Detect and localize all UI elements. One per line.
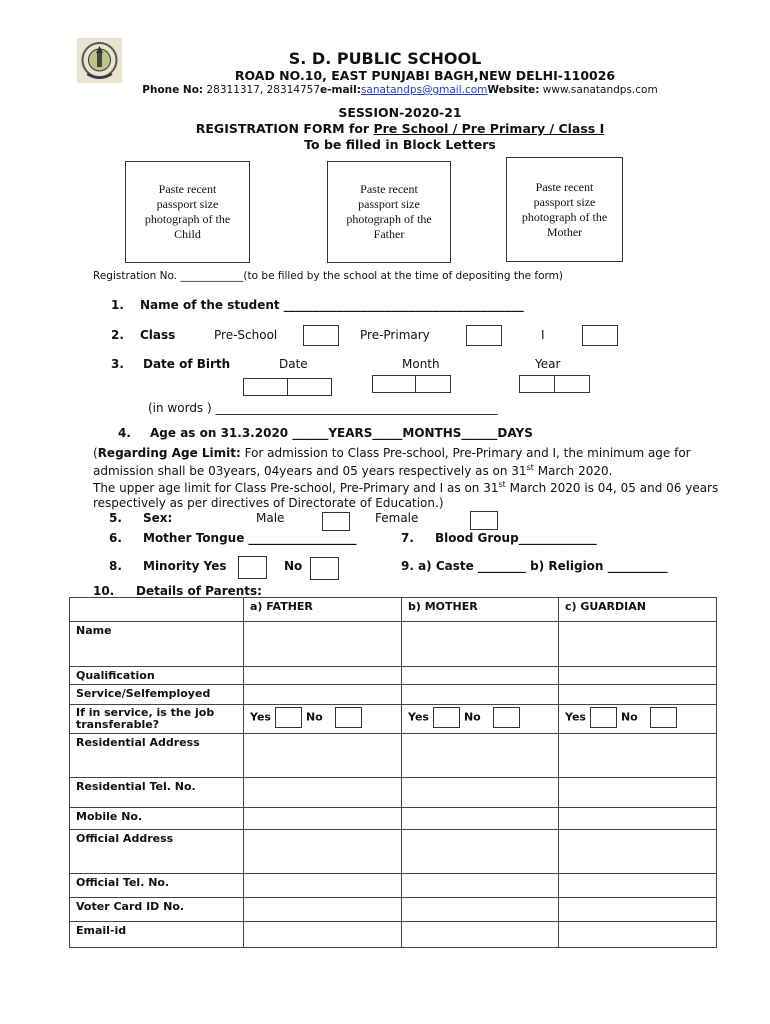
table-row <box>70 734 717 778</box>
mother-no-label: No <box>463 710 481 724</box>
guardian-no-label: No <box>620 710 638 724</box>
father-mobile-cell[interactable] <box>244 808 402 830</box>
table-header-father: a) FATHER <box>244 598 402 622</box>
sex-male-label: Male <box>256 511 285 525</box>
age-limit-text-1: For admission to Class Pre-school, Pre-Primary and I, the minimum age for <box>240 446 691 460</box>
age-limit-heading: Regarding Age Limit: <box>97 446 241 460</box>
row-label-mobile: Mobile No. <box>70 808 244 830</box>
guardian-transferable-cell <box>559 705 717 734</box>
table-row <box>70 778 717 808</box>
age-limit-note <box>93 446 723 510</box>
session-title: SESSION-2020-21 <box>338 105 462 120</box>
field-4-number: 4. <box>118 426 131 440</box>
table-row <box>70 874 717 898</box>
father-residential-tel-cell[interactable] <box>244 778 402 808</box>
guardian-yes-checkbox[interactable] <box>590 707 617 728</box>
dob-year-digit-1[interactable] <box>519 375 555 393</box>
field-10-number: 10. <box>93 584 115 598</box>
field-2-number: 2. <box>111 328 124 342</box>
class-option-preprimary-label: Pre-Primary <box>360 328 430 342</box>
email-label: e-mail: <box>320 84 361 96</box>
website-label: Website: <box>487 84 540 96</box>
table-row <box>70 685 717 705</box>
mother-address-cell[interactable] <box>402 734 559 778</box>
blood-group-field[interactable]: Blood Group_____________ <box>435 531 597 545</box>
class-i-checkbox[interactable] <box>582 325 618 346</box>
father-yes-checkbox[interactable] <box>275 707 302 728</box>
row-label-residential-tel: Residential Tel. No. <box>70 778 244 808</box>
table-row <box>70 830 717 874</box>
form-title-prefix: REGISTRATION FORM for <box>195 121 374 136</box>
school-name: S. D. PUBLIC SCHOOL <box>288 49 482 68</box>
age-limit-sup-2: st <box>498 480 506 489</box>
father-yes-label: Yes <box>250 710 271 724</box>
father-email-cell[interactable] <box>244 922 402 948</box>
father-service-cell[interactable] <box>244 685 402 705</box>
field-5-number: 5. <box>109 511 122 525</box>
guardian-residential-tel-cell[interactable] <box>559 778 717 808</box>
table-header-blank <box>70 598 244 622</box>
table-row <box>70 808 717 830</box>
row-label-transferable: If in service, is the job transferable? <box>70 705 244 734</box>
dob-month-digit-2[interactable] <box>415 375 451 393</box>
class-option-i-label: I <box>541 328 545 342</box>
form-title-classes: Pre School / Pre Primary / Class I <box>373 121 605 136</box>
guardian-service-cell[interactable] <box>559 685 717 705</box>
class-preprimary-checkbox[interactable] <box>466 325 502 346</box>
guardian-name-cell[interactable] <box>559 622 717 667</box>
dob-year-label: Year <box>535 357 561 371</box>
form-title <box>0 121 770 136</box>
mother-yes-label: Yes <box>408 710 429 724</box>
dob-date-label: Date <box>279 357 308 371</box>
phone-number: 28311317, 28314757 <box>203 84 321 96</box>
class-option-preschool-label: Pre-School <box>214 328 278 342</box>
guardian-voter-id-cell[interactable] <box>559 898 717 922</box>
sex-female-label: Female <box>375 511 419 525</box>
mother-official-tel-cell[interactable] <box>402 874 559 898</box>
field-7-number: 7. <box>401 531 414 545</box>
dob-in-words-field[interactable]: (in words ) _______________________________________________ <box>148 401 498 415</box>
guardian-yes-label: Yes <box>565 710 586 724</box>
dob-label: Date of Birth <box>143 357 231 371</box>
guardian-qualification-cell[interactable] <box>559 667 717 685</box>
age-limit-text-2a: admission shall be 03years, 04years and 05 years respectively as on 31 <box>93 463 527 478</box>
row-label-email: Email-id <box>70 922 244 948</box>
father-qualification-cell[interactable] <box>244 667 402 685</box>
father-address-cell[interactable] <box>244 734 402 778</box>
father-name-cell[interactable] <box>244 622 402 667</box>
minority-no-checkbox[interactable] <box>310 557 339 580</box>
contact-line <box>0 84 770 96</box>
row-label-qualification: Qualification <box>70 667 244 685</box>
row-label-voter-id: Voter Card ID No. <box>70 898 244 922</box>
age-limit-paren: ( <box>93 446 98 460</box>
table-row <box>70 622 717 667</box>
class-preschool-checkbox[interactable] <box>303 325 339 346</box>
dob-date-digit-1[interactable] <box>243 378 288 396</box>
mother-transferable-cell <box>402 705 559 734</box>
table-row <box>70 705 717 734</box>
father-no-label: No <box>305 710 323 724</box>
age-limit-line-2 <box>93 461 723 479</box>
dob-month-digit-1[interactable] <box>372 375 416 393</box>
guardian-address-cell[interactable] <box>559 734 717 778</box>
minority-yes-checkbox[interactable] <box>238 556 267 579</box>
field-6-number: 6. <box>109 531 122 545</box>
age-limit-text-3b: March 2020 is 04, 05 and 06 years <box>505 481 719 495</box>
caste-religion-field[interactable]: 9. a) Caste ________ b) Religion __________ <box>401 559 668 573</box>
mother-name-cell[interactable] <box>402 622 559 667</box>
field-1-number: 1. <box>111 298 124 312</box>
table-header-guardian: c) GUARDIAN <box>559 598 717 622</box>
mother-residential-tel-cell[interactable] <box>402 778 559 808</box>
mother-official-address-cell[interactable] <box>402 830 559 874</box>
school-address: ROAD NO.10, EAST PUNJABI BAGH,NEW DELHI-110026 <box>234 68 616 83</box>
father-no-checkbox[interactable] <box>335 707 362 728</box>
photo-box-child[interactable]: Paste recent passport size photograph of the Child <box>125 161 250 263</box>
phone-label: Phone No: <box>142 84 204 96</box>
photo-box-mother[interactable]: Paste recent passport size photograph of the Mother <box>506 157 623 262</box>
mother-email-cell[interactable] <box>402 922 559 948</box>
age-limit-line-3 <box>93 478 723 496</box>
table-header-mother: b) MOTHER <box>402 598 559 622</box>
father-voter-id-cell[interactable] <box>244 898 402 922</box>
guardian-mobile-cell[interactable] <box>559 808 717 830</box>
father-transferable-cell <box>244 705 402 734</box>
registration-number-line[interactable]: Registration No. ____________(to be filled by the school at the time of depositing the form) <box>93 270 563 282</box>
website-text: www.sanatandps.com <box>539 84 658 96</box>
table-row <box>70 898 717 922</box>
table-header-row <box>70 598 717 622</box>
field-3-number: 3. <box>111 357 124 371</box>
mother-no-checkbox[interactable] <box>493 707 520 728</box>
age-limit-line-4: respectively as per directives of Directorate of Education.) <box>93 495 444 510</box>
father-official-tel-cell[interactable] <box>244 874 402 898</box>
table-row <box>70 922 717 948</box>
row-label-official-tel: Official Tel. No. <box>70 874 244 898</box>
row-label-service: Service/Selfemployed <box>70 685 244 705</box>
age-field[interactable]: Age as on 31.3.2020 ______YEARS_____MONTHS______DAYS <box>150 426 533 440</box>
sex-label: Sex: <box>143 511 173 525</box>
minority-no-label: No <box>284 559 303 573</box>
father-official-address-cell[interactable] <box>244 830 402 874</box>
mother-mobile-cell[interactable] <box>402 808 559 830</box>
age-limit-text-3a: The upper age limit for Class Pre-school, Pre-Primary and I as on 31 <box>93 481 499 495</box>
dob-month-label: Month <box>402 357 440 371</box>
photo-box-father[interactable]: Paste recent passport size photograph of the Father <box>327 161 451 263</box>
mother-service-cell[interactable] <box>402 685 559 705</box>
age-limit-text-2b: March 2020. <box>533 463 613 478</box>
guardian-official-tel-cell[interactable] <box>559 874 717 898</box>
sex-female-checkbox[interactable] <box>470 511 498 530</box>
dob-year-digit-2[interactable] <box>554 375 590 393</box>
field-8-number: 8. <box>109 559 122 573</box>
row-label-name: Name <box>70 622 244 667</box>
minority-label: Minority Yes <box>143 559 227 573</box>
parents-details-label: Details of Parents: <box>136 584 262 598</box>
age-limit-line-1 <box>93 446 723 461</box>
mother-voter-id-cell[interactable] <box>402 898 559 922</box>
row-label-official-address: Official Address <box>70 830 244 874</box>
sex-male-checkbox[interactable] <box>322 512 350 531</box>
mother-qualification-cell[interactable] <box>402 667 559 685</box>
block-letters-instruction: To be filled in Block Letters <box>304 137 496 152</box>
guardian-official-address-cell[interactable] <box>559 830 717 874</box>
age-limit-sup-1: st <box>526 462 534 472</box>
dob-date-digit-2[interactable] <box>287 378 332 396</box>
guardian-email-cell[interactable] <box>559 922 717 948</box>
table-row <box>70 667 717 685</box>
student-name-field[interactable]: Name of the student ________________________________________ <box>140 298 524 312</box>
guardian-no-checkbox[interactable] <box>650 707 677 728</box>
parents-details-table <box>69 597 717 948</box>
mother-tongue-field[interactable]: Mother Tongue __________________ <box>143 531 357 545</box>
email-link[interactable]: sanatandps@gmail.com <box>360 84 488 96</box>
class-label: Class <box>140 328 176 342</box>
mother-yes-checkbox[interactable] <box>433 707 460 728</box>
row-label-residential-address: Residential Address <box>70 734 244 778</box>
